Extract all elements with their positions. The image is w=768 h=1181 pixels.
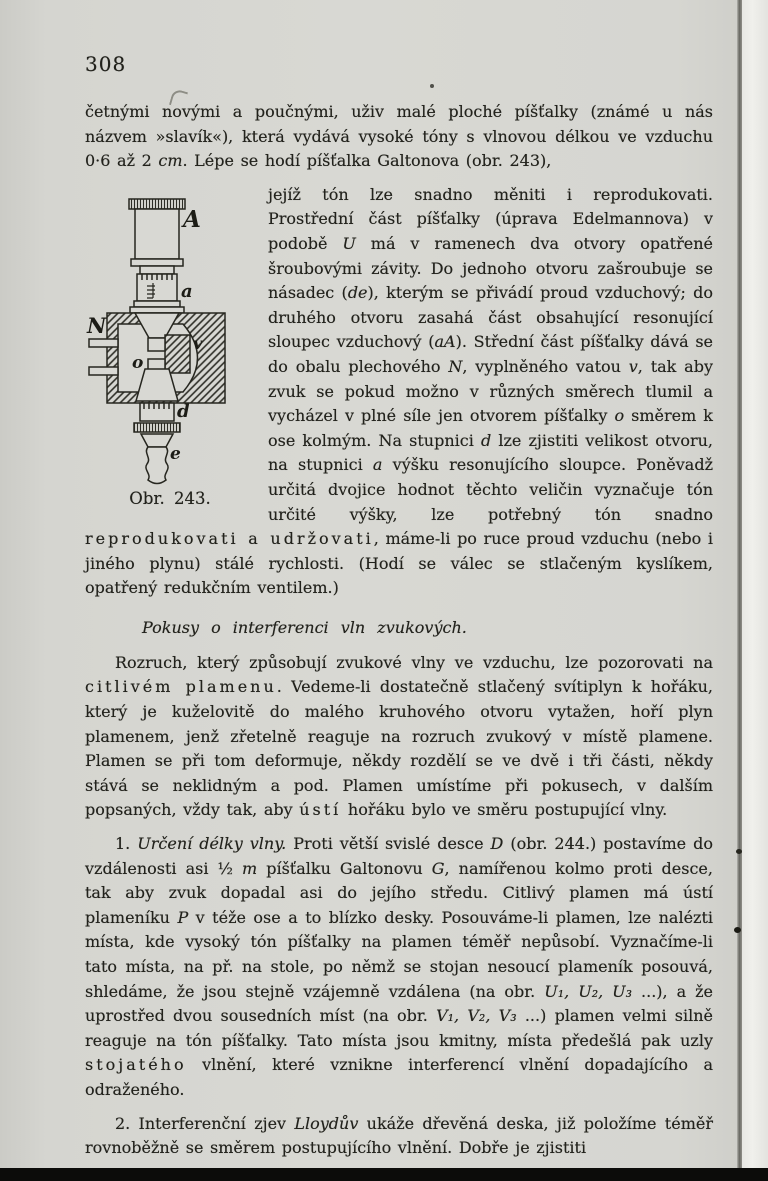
text-segment: , máme-li po ruce proud vzduchu (nebo i jiného plynu) stálé rychlosti. (Hodí se válec se stlačeným kyslíkem, opatřený redukčním ventilem.): [85, 529, 714, 598]
taper-collar: [141, 434, 173, 447]
text-segment: ...), a že uprostřed dvou sousedních míst (na obr.: [85, 981, 714, 1026]
text-segment: aA: [434, 332, 456, 352]
paragraph-whistle-intro: [85, 100, 713, 174]
text-segment: jejíž tón lze snadno měniti i reprodukovati. Prostřední část píšťalky (úprava Edelmannova) v podobě: [268, 184, 713, 253]
figure-label-A: A: [183, 205, 201, 233]
knurled-ring: [134, 423, 180, 432]
text-segment: d: [480, 430, 492, 450]
figure-text-flow: [85, 183, 713, 601]
text-segment: má v ramenech dva otvory opatřené šroubovými závity. Do jednoho otvoru zašroubuje se násadec (: [268, 233, 714, 303]
text-segment: stojatého: [85, 1055, 187, 1075]
text-segment: U: [342, 233, 356, 253]
text-segment: hořáku bylo ve směru postupující vlny.: [341, 800, 668, 820]
scan-bottom-band: [0, 1168, 768, 1181]
text-segment: de: [347, 283, 368, 303]
text-segment: , tak aby zvuk se pokud možno v různých směrech tlumil a vycházel v plné síle jen otvorem píšťalky: [268, 356, 713, 426]
section-heading: [142, 616, 713, 640]
text-segment: v: [628, 356, 638, 376]
text-segment: vlnění, které vznikne interferencí vlnění dopadajícího a odraženého.: [85, 1055, 713, 1099]
text-segment: 1.: [115, 834, 138, 854]
figure-obr-243: [85, 187, 255, 508]
text-segment: v téže ose a to blízko desky. Posouváme-li plamen, lze nalézti místa, kde vysoký tón píšťalky na plamen téměř nepůsobí. Vyznačíme-li tato místa, na př. na stole, po němž se stojan nesoucí plameník posouvá, shledáme, že jsou stejně vzájemně vzdálena (na obr.: [85, 907, 714, 1001]
text-segment: Lloydův: [294, 1113, 359, 1133]
section-block: [165, 335, 190, 373]
text-segment: , namířenou kolmo proti desce, tak aby zvuk dopadal asi do jejího středu. Citlivý plamen má ústí plameníku: [85, 858, 713, 927]
next-page-strip: [742, 0, 768, 1181]
flange-lower: [130, 307, 184, 313]
text-segment: ústí: [299, 800, 342, 820]
upper-tube: [148, 338, 165, 351]
text-segment: o: [614, 406, 625, 426]
ring: [131, 259, 183, 266]
text-segment: 2. Interferenční zjev: [115, 1113, 295, 1133]
whistle-drawing: [89, 199, 225, 484]
paragraph-experiment-1: [85, 832, 713, 1103]
text-segment: U₁, U₂, U₃: [544, 981, 633, 1001]
text-segment: D: [490, 834, 504, 854]
left-ledge-upper: [89, 339, 118, 347]
resonator-cylinder: [135, 209, 179, 259]
text-segment: ukáže dřevěná deska, již položíme téměř rovnoběžně se směrem postupujícího vlnění. Dobře je zjistiti: [85, 1113, 713, 1158]
text-segment: N: [448, 356, 463, 376]
figure-label-N: N: [87, 312, 107, 338]
figure-label-v: v: [193, 333, 203, 353]
text-segment: G: [431, 858, 445, 878]
paragraph-sensitive-flame: [85, 651, 713, 823]
flange-upper: [134, 301, 180, 307]
scan-speck: [734, 927, 741, 933]
text-segment: V₁, V₂, V₃: [436, 1006, 517, 1026]
text-segment: , vyplněného vatou: [462, 356, 629, 376]
text-segment: m: [242, 858, 258, 878]
text-segment: četnými novými a poučnými, uživ malé ploché píšťalky (známé u nás názvem »slavík«), která vydává vysoké tóny s vlnovou délkou ve vzduchu 0·6 až 2: [85, 102, 713, 171]
text-segment: výšku resonujícího sloupce. Poněvadž určitá dvojice hodnot těchto veličin vyznačuje tón určité výšky, lze potřebný tón snadno: [268, 455, 713, 524]
figure-caption: Obr. 243.: [129, 488, 211, 508]
scan-speck: [736, 849, 742, 854]
neck: [140, 266, 174, 274]
text-segment: ...) plamen velmi silně reaguje na tón píšťalky. Tato místa jsou kmitny, místa předešlá pak uzly: [85, 1006, 714, 1050]
text-segment: směrem k ose kolmým. Na stupnici: [268, 406, 713, 450]
text-segment: a: [372, 455, 383, 475]
text-segment: píšťalku Galtonovu: [257, 858, 432, 878]
text-segment: Proti větší svislé desce: [286, 834, 491, 854]
page-number: 308: [85, 52, 127, 76]
text-segment: (obr. 244.) postavíme do vzdálenosti asi ½: [85, 834, 713, 878]
text-segment: ). Střední část píšťalky dává se do obalu plechového: [268, 332, 714, 376]
drum-ticks: [142, 274, 172, 280]
text-segment: citlivém plamenu: [85, 677, 277, 697]
figure-label-e: e: [170, 443, 181, 464]
knurled-cap: [129, 199, 185, 209]
text-segment: Pokusy o interferenci vln zvukových.: [142, 617, 467, 637]
left-ledge-lower: [89, 367, 118, 375]
paragraph-experiment-2: [85, 1112, 713, 1161]
text-segment: P: [177, 907, 189, 927]
text-segment: cm: [158, 151, 183, 171]
figure-label-d: d: [177, 400, 190, 422]
text-segment: lze zjistiti velikost otvoru, na stupnici: [268, 430, 714, 475]
text-segment: reprodukovati a udržovati: [85, 529, 374, 549]
text-segment: Rozruch, který způsobují zvukové vlny ve vzduchu, lze pozorovati na: [115, 652, 713, 672]
text-segment: ), kterým se přivádí proud vzduchový; do druhého otvoru zasahá část obsahující resonující sloupec vzduchový (: [268, 283, 714, 352]
text-block: [85, 52, 713, 1161]
text-segment: Určení délky vlny.: [137, 834, 287, 854]
text-segment: . Vedeme-li dostatečně stlačený svítiplyn k hořáku, který je kuželovitě do malého kruhového otvoru vytažen, hoří plyn plamenem, jenž zřetelně reaguje na rozruch zvukový v místě plamene. Plamen se při tom deformuje, někdy rozdělí se ve dvě i tři části, někdy stává se neklidným a pod. Plamen umístíme při pokusech, v dalším popsaných, vždy tak, aby: [85, 677, 714, 820]
text-segment: . Lépe se hodí píšťalka Galtonova (obr. 243),: [182, 151, 552, 171]
galton-whistle-illustration: [85, 187, 255, 487]
air-nozzle: [146, 447, 168, 484]
figure-label-o: o: [132, 352, 144, 373]
figure-label-a: a: [181, 280, 193, 302]
